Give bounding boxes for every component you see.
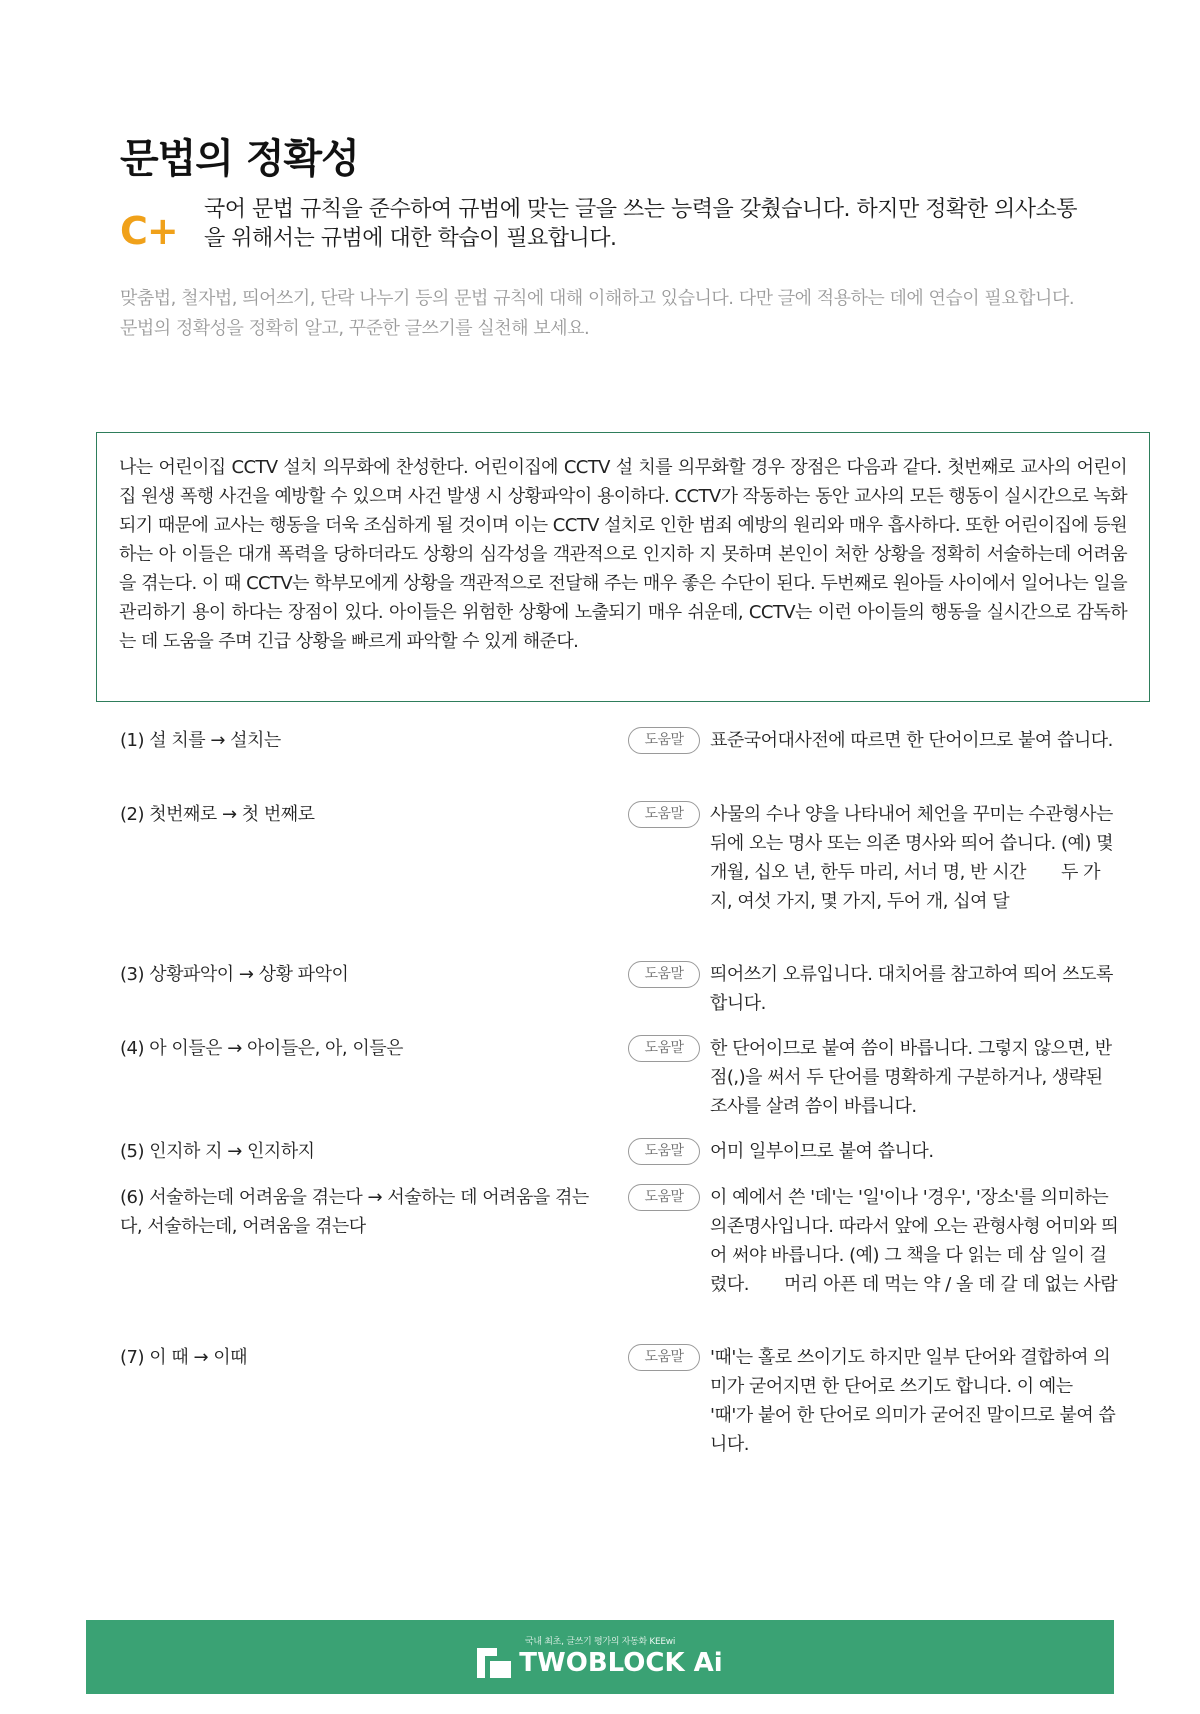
correction-fix: (4) 아 이들은 → 아이들은, 아, 이들은 xyxy=(120,1038,404,1059)
hint-badge: 도움말 xyxy=(628,801,700,828)
correction-fix: (2) 첫번째로 → 첫 번째로 xyxy=(120,804,315,825)
hint-badge: 도움말 xyxy=(628,1344,700,1371)
grade-summary-block xyxy=(120,195,1080,259)
hint-badge: 도움말 xyxy=(628,1035,700,1062)
hint-text: 이 예에서 쓴 '데'는 '일'이나 '경우', '장소'를 의미하는 의존명사입니다. 따라서 앞에 오는 관형사형 어미와 띄어 써야 바릅니다. (예) 그 책을 다 읽는 데 삼 일이 걸렸다. 머리 아픈 데 먹는 약 / 올 데 갈 데 없는 사람 xyxy=(710,1187,1119,1295)
hint-badge: 도움말 xyxy=(628,1184,700,1211)
brand-name: TWOBLOCK Ai xyxy=(519,1648,723,1678)
footer-tagline: 국내 최초, 글쓰기 평가의 자동화 KEEwi xyxy=(524,1637,676,1647)
correction-fix: (7) 이 때 → 이때 xyxy=(120,1347,248,1368)
correction-fix: (3) 상황파악이 → 상황 파악이 xyxy=(120,964,349,985)
footer-banner xyxy=(86,1620,1114,1694)
footer-brand xyxy=(86,1648,1114,1678)
hint-text: 어미 일부이므로 붙여 씁니다. xyxy=(710,1141,934,1162)
grade-summary-text: 국어 문법 규칙을 준수하여 규범에 맞는 글을 쓰는 능력을 갖췄습니다. 하지만 정확한 의사소통을 위해서는 규범에 대한 학습이 필요합니다. xyxy=(204,197,1077,251)
hint-text: '때'는 홀로 쓰이기도 하지만 일부 단어와 결합하여 의미가 굳어지면 한 단어로 쓰기도 합니다. 이 예는 '때'가 붙어 한 단어로 의미가 굳어진 말이므로 붙여 씁니다. xyxy=(710,1347,1116,1455)
page-title: 문법의 정확성 xyxy=(120,136,359,182)
twoblock-logo-icon xyxy=(477,1648,511,1678)
correction-fix: (5) 인지하 지 → 인지하지 xyxy=(120,1141,315,1162)
hint-badge: 도움말 xyxy=(628,961,700,988)
hint-text: 사물의 수나 양을 나타내어 체언을 꾸미는 수관형사는 뒤에 오는 명사 또는 의존 명사와 띄어 씁니다. (예) 몇 개월, 십오 년, 한두 마리, 서너 명, 반 시간 두 가지, 여섯 가지, 몇 가지, 두어 개, 십여 달 xyxy=(710,804,1114,912)
hint-text: 표준국어대사전에 따르면 한 단어이므로 붙여 씁니다. xyxy=(710,730,1113,751)
correction-fix: (1) 설 치를 → 설치는 xyxy=(120,730,281,751)
hint-text: 한 단어이므로 붙여 씀이 바릅니다. 그렇지 않으면, 반점(,)을 써서 두 단어를 명확하게 구분하거나, 생략된 조사를 살려 씀이 바릅니다. xyxy=(710,1038,1112,1117)
hint-badge: 도움말 xyxy=(628,1138,700,1165)
essay-text: 나는 어린이집 CCTV 설치 의무화에 찬성한다. 어린이집에 CCTV 설 치를 의무화할 경우 장점은 다음과 같다. 첫번째로 교사의 어린이집 원생 폭행 사건을 예방할 수 있으며 사건 발생 시 상황파악이 용이하다. CCTV가 작동하는 동안 교사의 모든 행동이 실시간으로 녹화되기 때문에 교사는 행동을 더욱 조심하게 될 것이며 이는 CCTV 설치로 인한 범죄 예방의 원리와 매우 흡사하다. 또한 어린이집에 등원하는 아 이들은 대개 폭력을 당하더라도 상황의 심각성을 객관적으로 인지하 지 못하며 본인이 처한 상황을 정확히 서술하는데 어려움을 겪는다. 이 때 CCTV는 학부모에게 상황을 객관적으로 전달해 주는 매우 좋은 수단이 된다. 두번째로 원아들 사이에서 일어나는 일을 관리하기 용이 하다는 장점이 있다. 아이들은 위험한 상황에 노출되기 매우 쉬운데, CCTV는 이런 아이들의 행동을 실시간으로 감독하는 데 도움을 주며 긴급 상황을 빠르게 파악할 수 있게 해준다. xyxy=(119,457,1127,652)
correction-fix: (6) 서술하는데 어려움을 겪는다 → 서술하는 데 어려움을 겪는다, 서술하는데, 어려움을 겪는다 xyxy=(120,1187,589,1237)
hint-badge: 도움말 xyxy=(628,727,700,754)
grade-badge: C+ xyxy=(120,209,178,253)
grade-detail-text: 맞춤법, 철자법, 띄어쓰기, 단락 나누기 등의 문법 규칙에 대해 이해하고 있습니다. 다만 글에 적용하는 데에 연습이 필요합니다. 문법의 정확성을 정확히 알고, 꾸준한 글쓰기를 실천해 보세요. xyxy=(120,288,1075,339)
essay-box xyxy=(96,432,1150,702)
hint-text: 띄어쓰기 오류입니다. 대치어를 참고하여 띄어 쓰도록 합니다. xyxy=(710,964,1113,1014)
